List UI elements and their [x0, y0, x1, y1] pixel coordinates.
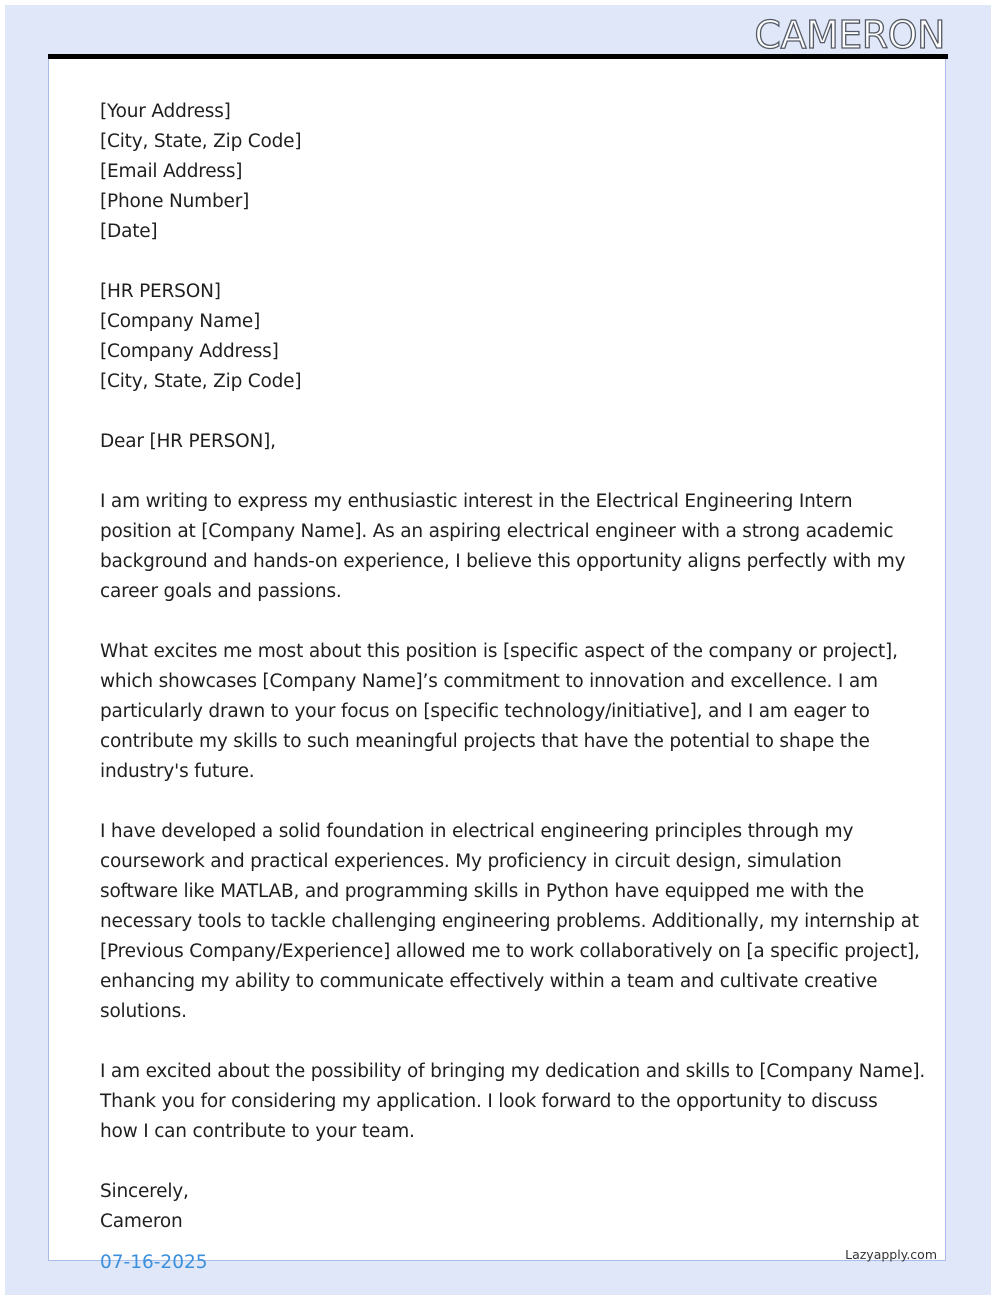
watermark: Lazyapply.com [845, 1247, 937, 1262]
paragraph-intro [100, 487, 906, 607]
sender-phone: [Phone Number] [100, 191, 250, 212]
paragraph-line: background and hands-on experience, I believe this opportunity aligns perfectly with my [100, 551, 906, 572]
sender-city: [City, State, Zip Code] [100, 131, 302, 152]
recipient-address: [Company Address] [100, 341, 279, 362]
paragraph-line: how I can contribute to your team. [100, 1121, 415, 1142]
paragraph-line: I am writing to express my enthusiastic interest in the Electrical Engineering Intern [100, 491, 853, 512]
recipient-person: [HR PERSON] [100, 281, 221, 302]
paragraph-line: solutions. [100, 1001, 187, 1022]
header-name: CAMERON [754, 13, 945, 57]
paragraph-line: enhancing my ability to communicate effectively within a team and cultivate creative [100, 971, 878, 992]
paragraph-closing [100, 1057, 926, 1147]
paragraph-experience [100, 817, 920, 1027]
paragraph-line: Thank you for considering my application. I look forward to the opportunity to discuss [100, 1091, 878, 1112]
footer-date: 07-16-2025 [100, 1252, 208, 1273]
sender-block [100, 97, 900, 247]
sender-email: [Email Address] [100, 161, 243, 182]
paragraph-motivation [100, 637, 900, 787]
sender-date: [Date] [100, 221, 158, 242]
salutation: Dear [HR PERSON], [100, 431, 276, 452]
recipient-company: [Company Name] [100, 311, 261, 332]
letter-body [100, 97, 926, 1237]
paragraph-line: position at [Company Name]. As an aspiring electrical engineer with a strong academic [100, 521, 894, 542]
sender-address: [Your Address] [100, 101, 231, 122]
paragraph-line: software like MATLAB, and programming skills in Python have equipped me with the [100, 881, 864, 902]
paragraph-line: [Previous Company/Experience] allowed me to work collaboratively on [a specific project], [100, 941, 920, 962]
signature: Cameron [100, 1211, 183, 1232]
paragraph-line: industry's future. [100, 761, 255, 782]
recipient-block [100, 277, 900, 397]
paragraph-line: necessary tools to tackle challenging engineering problems. Additionally, my internship at [100, 911, 919, 932]
paragraph-line: What excites me most about this position is [specific aspect of the company or project], [100, 641, 898, 662]
paragraph-line: contribute my skills to such meaningful projects that have the potential to shape the [100, 731, 870, 752]
paragraph-line: coursework and practical experiences. My proficiency in circuit design, simulation [100, 851, 842, 872]
paragraph-line: particularly drawn to your focus on [specific technology/initiative], and I am eager to [100, 701, 870, 722]
valediction: Sincerely, [100, 1181, 189, 1202]
paragraph-line: which showcases [Company Name]’s commitment to innovation and excellence. I am [100, 671, 878, 692]
paragraph-line: I am excited about the possibility of bringing my dedication and skills to [Company Name]. [100, 1061, 926, 1082]
paragraph-line: I have developed a solid foundation in electrical engineering principles through my [100, 821, 854, 842]
recipient-city: [City, State, Zip Code] [100, 371, 302, 392]
paragraph-line: career goals and passions. [100, 581, 342, 602]
